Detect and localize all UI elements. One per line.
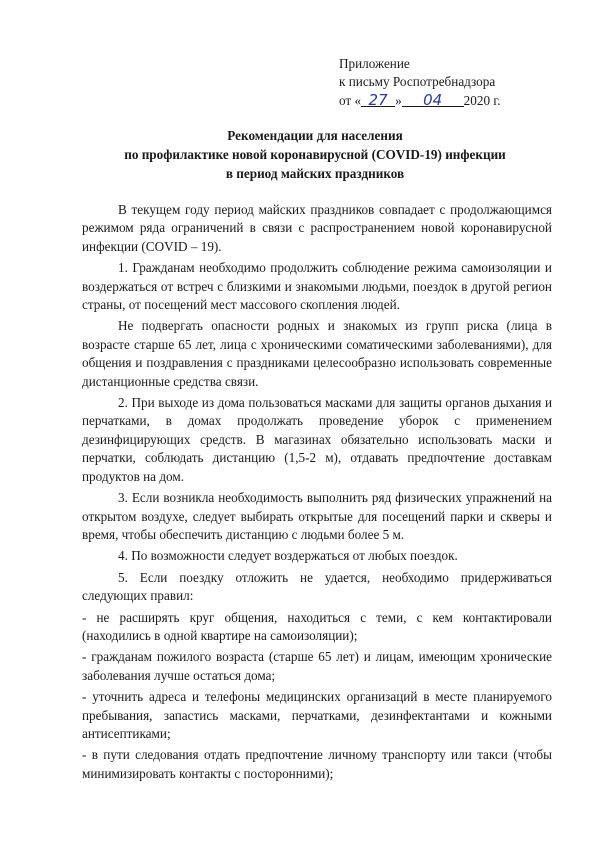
list-item-transport: - в пути следования отдать предпочтение личному транспорту или такси (чтобы минимизировать контакты с посторонними); xyxy=(82,747,552,781)
paragraph-item-3: 3. Если возникла необходимость выполнить ряд физических упражнений на открытом воздухе, следует выбирать открытые для посещений парки и скверы и время, чтобы обеспечить дистанцию с людьми более 5 м. xyxy=(82,490,552,542)
paragraph-item-4: 4. По возможности следует воздержаться от любых поездок. xyxy=(118,548,458,564)
date-separator: » xyxy=(395,93,402,108)
title-line-1: Рекомендации для населения xyxy=(227,128,403,143)
document-title xyxy=(60,126,570,183)
appendix-letter-ref: к письму Роспотребнадзора xyxy=(339,74,496,89)
title-line-3: в период майских праздников xyxy=(225,166,405,181)
paragraph-intro: В текущем году период майских праздников совпадает с продолжающимся режимом ряда ограничений в связи с распространением новой коронавирусной инфекции (COVID – 19). xyxy=(82,202,552,254)
paragraph-item-1: 1. Гражданам необходимо продолжить соблюдение режима самоизоляции и воздержаться от встреч с близкими и знакомыми людьми, поездок в другой регион страны, от посещений мест массового скопления людей. xyxy=(82,260,552,313)
list-item-elderly: - гражданам пожилого возраста (старше 65 лет) и лицам, имеющим хронические заболевания лучше остаться дома; xyxy=(82,649,552,683)
document-body xyxy=(82,201,552,786)
paragraph-item-2: 2. При выходе из дома пользоваться масками для защиты органов дыхания и перчатками, в домах продолжать проведение уборок с применением дезинфицирующих средств. В магазинах обязательно использовать маски и перчатки, соблюдать дистанцию (1,5-2 м), отдавать предпочтение доставкам продуктов на дом. xyxy=(82,395,552,484)
appendix-date xyxy=(339,91,501,110)
handwritten-month: 04 xyxy=(402,91,464,109)
date-year: 2020 г. xyxy=(463,93,501,108)
list-item-contacts: - не расширять круг общения, находиться с теми, с кем контактировали (находились в одной квартире на самоизоляции); xyxy=(82,609,552,643)
handwritten-day: 27 xyxy=(361,91,395,109)
title-line-2: по профилактике новой коронавирусной (COVID-19) инфекции xyxy=(124,147,506,162)
paragraph-risk-groups: Не подвергать опасности родных и знакомых из групп риска (лица в возрасте старше 65 лет, лица с хроническими соматическими заболеваниями), для общения и поздравления с праздниками целесообразно использовать современные дистанционные средства связи. xyxy=(82,318,552,389)
appendix-label: Приложение xyxy=(339,56,410,71)
appendix-header xyxy=(339,55,501,110)
paragraph-item-5: 5. Если поездку отложить не удается, необходимо придерживаться следующих правил: xyxy=(82,569,552,604)
date-prefix: от « xyxy=(339,93,362,108)
list-item-medical: - уточнить адреса и телефоны медицинских организаций в месте планируемого пребывания, запастись масками, перчатками, дезинфектантами и кожными антисептиками; xyxy=(82,689,552,741)
